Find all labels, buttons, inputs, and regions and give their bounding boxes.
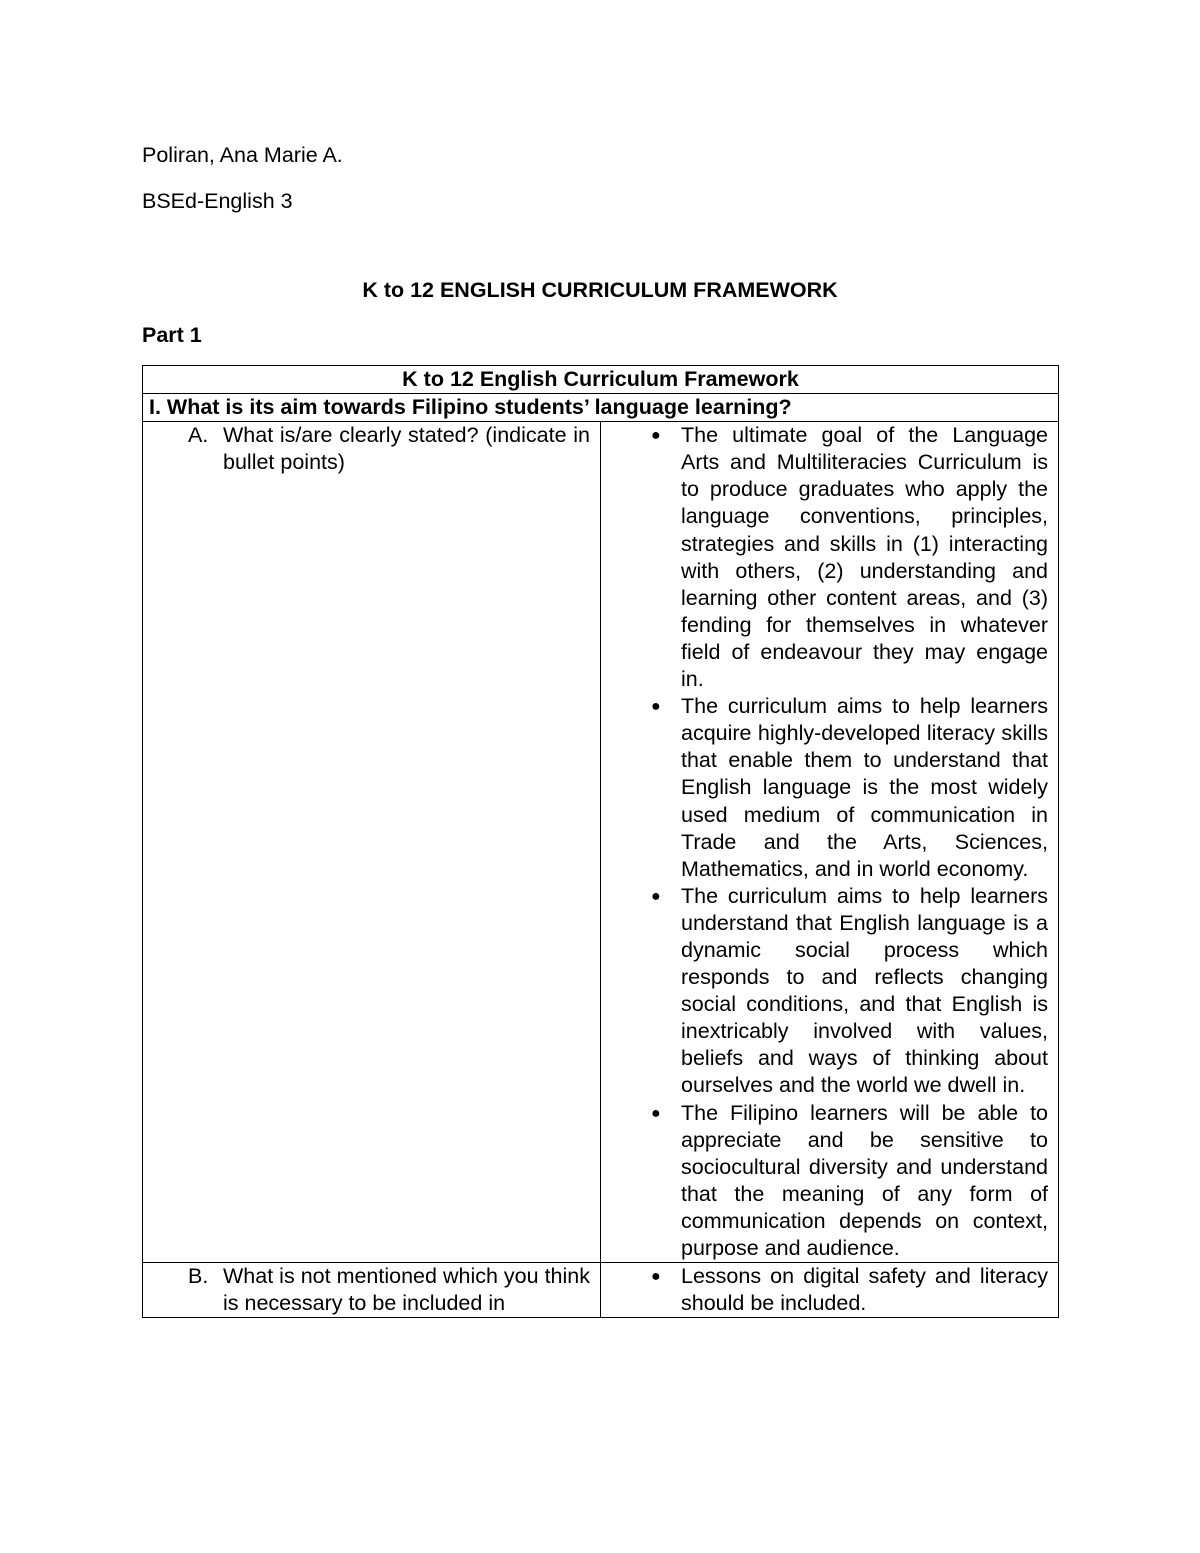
row-prompt: What is not mentioned which you think is necessary to be included in — [223, 1264, 590, 1316]
list-item — [651, 1263, 1048, 1317]
part-heading: Part 1 — [142, 323, 202, 347]
bullet-text: Lessons on digital safety and literacy should be included. — [681, 1264, 1048, 1316]
bullet-text: The curriculum aims to help learners understand that English language is a dynamic social process which responds to and reflects changing social conditions, and that English is inextricably involved with values, beliefs and ways of thinking about ourselves and the world we dwell in. — [681, 883, 1048, 1098]
table-question: I. What is its aim towards Filipino students’ language learning? — [143, 394, 1059, 422]
bullet-text: The curriculum aims to help learners acquire highly-developed literacy skills that enable them to understand that English language is the most widely used medium of communication in Trade and the Arts, Sciences, Mathematics, and in world economy. — [681, 694, 1048, 881]
table-heading: K to 12 English Curriculum Framework — [143, 366, 1059, 394]
bullet-text: The Filipino learners will be able to appreciate and be sensitive to sociocultural diversity and understand that the meaning of any form of communication depends on context, purpose and audience. — [681, 1100, 1048, 1260]
list-item — [651, 422, 1048, 693]
bullet-icon: ● — [651, 698, 661, 716]
student-name: Poliran, Ana Marie A. — [142, 143, 343, 167]
bullet-icon: ● — [651, 887, 661, 905]
table-row — [143, 422, 1059, 1263]
course-section: BSEd-English 3 — [142, 189, 293, 213]
row-prompt: What is/are clearly stated? (indicate in bullet points) — [223, 423, 590, 475]
row-letter: B. — [188, 1264, 209, 1289]
framework-table — [142, 365, 1059, 1318]
row-letter: A. — [188, 423, 209, 448]
bullet-list — [601, 1263, 1058, 1317]
document-title: K to 12 ENGLISH CURRICULUM FRAMEWORK — [362, 278, 838, 302]
bullet-icon: ● — [651, 1104, 661, 1122]
bullet-text: The ultimate goal of the Language Arts and Multiliteracies Curriculum is to produce graduates who apply the language conventions, principles, strategies and skills in (1) interacting with others, (2) understanding and learning other content areas, and (3) fending for themselves in whatever field of endeavour they may engage in. — [681, 423, 1048, 692]
bullet-icon: ● — [651, 427, 661, 445]
table-row — [143, 1263, 1059, 1318]
bullet-list — [601, 422, 1058, 1262]
list-item — [651, 693, 1048, 883]
list-item — [651, 883, 1048, 1100]
list-item — [651, 1100, 1048, 1263]
bullet-icon: ● — [651, 1268, 661, 1286]
